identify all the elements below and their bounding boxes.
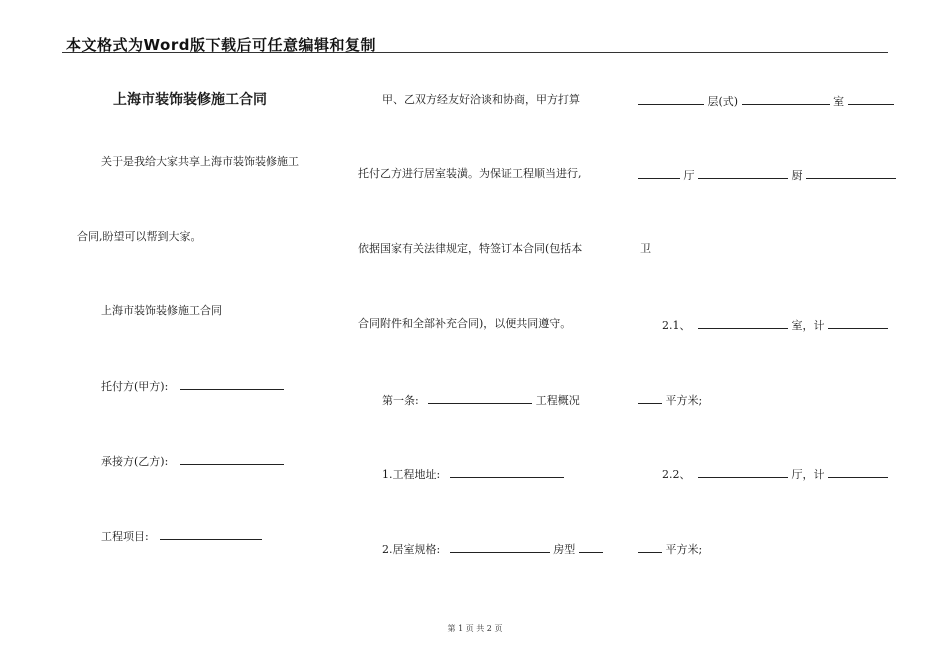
party-b-line	[101, 453, 284, 469]
party-b-label: 承接方(乙方):	[101, 455, 169, 468]
project-line	[101, 528, 262, 544]
room-label: 室	[833, 95, 845, 108]
sqm-line-1	[638, 392, 702, 408]
party-b-blank	[180, 453, 284, 465]
article-1-label: 第一条:	[382, 394, 419, 407]
floor-room-line	[638, 93, 894, 109]
item-2-2-blank	[698, 466, 788, 478]
hall-blank	[638, 167, 680, 179]
kitchen-label: 厨	[791, 169, 803, 182]
article-1-blank	[428, 392, 532, 404]
kitchen-trailing-blank	[806, 167, 896, 179]
hall-label: 厅	[683, 169, 695, 182]
spec-line	[382, 541, 603, 557]
item-2-2-area-blank	[828, 466, 888, 478]
room-count-blank	[742, 93, 830, 105]
article-1-line	[382, 392, 580, 408]
bath-label: 卫	[640, 242, 651, 255]
address-blank	[450, 466, 564, 478]
sqm-line-2	[638, 541, 702, 557]
intro-line-2: 合同,盼望可以帮到大家。	[77, 230, 202, 243]
spec-room-type: 房型	[553, 543, 576, 556]
party-a-blank	[180, 378, 284, 390]
spec-blank	[450, 541, 550, 553]
item-2-1-label: 2.1、	[662, 319, 691, 332]
room-trailing-blank	[848, 93, 894, 105]
hall-kitchen-line	[638, 167, 896, 183]
kitchen-count-blank	[698, 167, 788, 179]
item-2-1-unit: 室，计	[791, 319, 825, 332]
spec-room-type-blank	[579, 541, 603, 553]
party-a-label: 托付方(甲方):	[101, 380, 169, 393]
para-line-3: 依据国家有关法律规定，特签订本合同(包括本	[358, 242, 583, 255]
para-line-1: 甲、乙双方经友好洽谈和协商，甲方打算	[382, 93, 580, 106]
item-2-1-blank	[698, 317, 788, 329]
party-a-line	[101, 378, 284, 394]
para-line-4: 合同附件和全部补充合同)，以便共同遵守。	[358, 317, 572, 330]
floor-label: 层(式)	[707, 95, 739, 108]
sqm-1-blank	[638, 392, 662, 404]
contract-subtitle: 上海市装饰装修施工合同	[101, 304, 222, 317]
sqm-2-blank	[638, 541, 662, 553]
article-1-heading: 工程概况	[535, 394, 580, 407]
address-label: 1.工程地址:	[382, 468, 441, 481]
item-2-1-area-blank	[828, 317, 888, 329]
banner-divider	[62, 52, 888, 53]
floor-blank	[638, 93, 704, 105]
intro-line-1: 关于是我给大家共享上海市装饰装修施工	[101, 155, 299, 168]
project-label: 工程项目:	[101, 530, 149, 543]
address-line	[382, 466, 564, 482]
para-line-2: 托付乙方进行居室装潢。为保证工程顺当进行,	[358, 167, 582, 180]
item-2-1-line	[662, 317, 888, 333]
sqm-2-label: 平方米;	[665, 543, 703, 556]
item-2-2-line	[662, 466, 888, 482]
document-banner: 本文格式为Word版下载后可任意编辑和复制	[66, 36, 376, 54]
contract-title: 上海市装饰装修施工合同	[113, 92, 267, 108]
item-2-2-label: 2.2、	[662, 468, 691, 481]
item-2-2-unit: 厅，计	[791, 468, 825, 481]
page-number: 第 1 页 共 2 页	[447, 624, 503, 633]
sqm-1-label: 平方米;	[665, 394, 703, 407]
spec-label: 2.居室规格:	[382, 543, 441, 556]
project-blank	[160, 528, 262, 540]
